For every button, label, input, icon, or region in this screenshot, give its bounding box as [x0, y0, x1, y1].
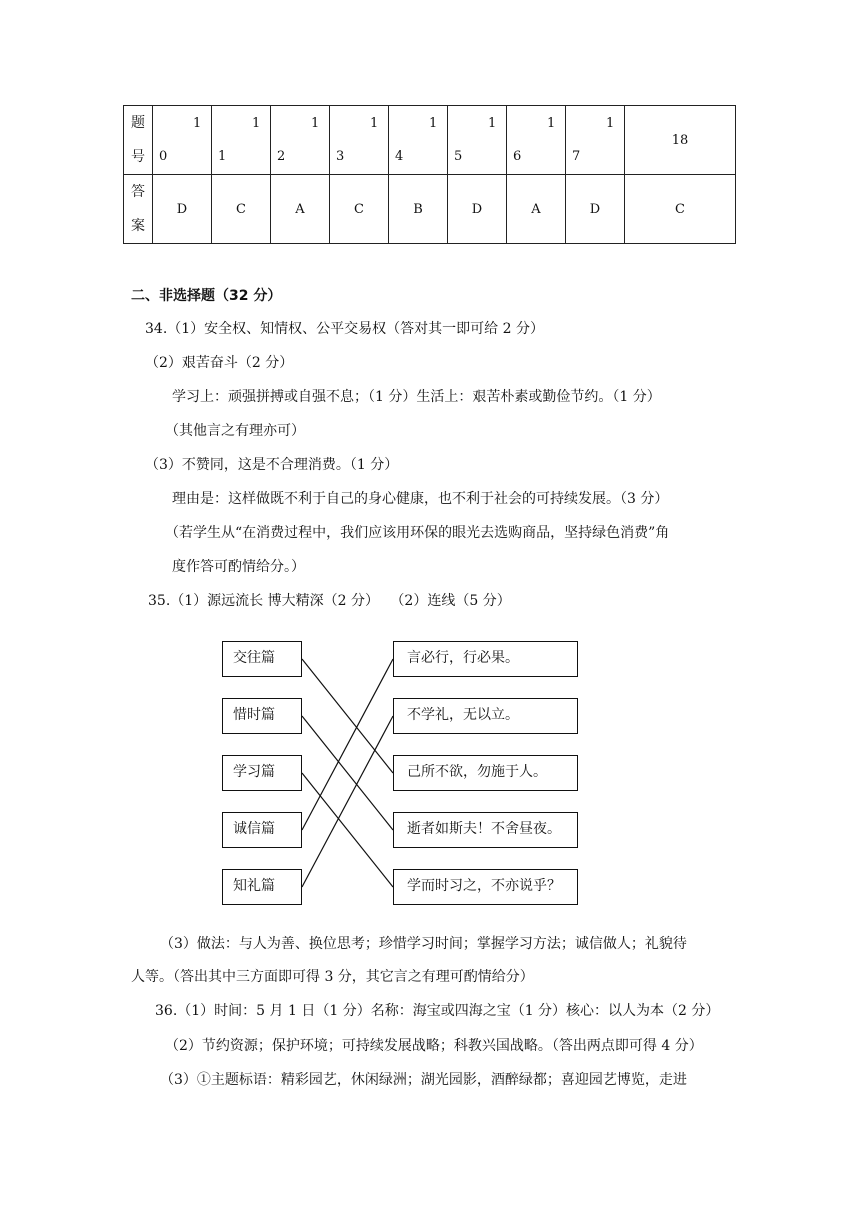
- left-box-jiaowang: 交往篇: [222, 641, 302, 677]
- answer-cell: C: [330, 175, 389, 244]
- answer-cell: D: [448, 175, 507, 244]
- answer-cell: D: [153, 175, 212, 244]
- header-char: 案: [131, 218, 145, 234]
- left-box-xishi: 惜时篇: [222, 698, 302, 734]
- match-line: [302, 716, 393, 830]
- match-line: [302, 716, 393, 887]
- answer-cell: A: [507, 175, 566, 244]
- q35-part1: 35.（1）源远流长 博大精深（2 分） （2）连线（5 分）: [148, 593, 511, 609]
- answer-cell: A: [271, 175, 330, 244]
- question-number-cell: 1 6: [507, 106, 566, 175]
- question-number-cell: 1 1: [212, 106, 271, 175]
- question-number-cell: 1 0: [153, 106, 212, 175]
- match-line: [302, 773, 393, 887]
- left-box-xuexi: 学习篇: [222, 755, 302, 791]
- right-box-quote-5: 学而时习之，不亦说乎？: [393, 869, 578, 905]
- question-number-cell: 1 3: [330, 106, 389, 175]
- match-line: [302, 659, 393, 773]
- q36-part3: （3）①主题标语：精彩园艺，休闲绿洲；湖光园影，酒醉绿都；喜迎园艺博览，走进: [160, 1072, 687, 1088]
- answer-cell: C: [212, 175, 271, 244]
- answer-cell: C: [625, 175, 736, 244]
- q34-part3: （3）不赞同，这是不合理消费。（1 分）: [145, 457, 399, 473]
- header-char: 答: [131, 184, 145, 200]
- question-number-cell: 1 7: [566, 106, 625, 175]
- question-number-cell: 18: [625, 106, 736, 175]
- right-box-quote-4: 逝者如斯夫！不舍昼夜。: [393, 812, 578, 848]
- left-box-chengxin: 诚信篇: [222, 812, 302, 848]
- q34-part3-reason: 理由是：这样做既不利于自己的身心健康，也不利于社会的可持续发展。（3 分）: [172, 491, 669, 507]
- q35-part3: （3）做法：与人为善、换位思考；珍惜学习时间；掌握学习方法；诚信做人；礼貌待: [160, 936, 687, 952]
- header-char: 号: [131, 149, 145, 165]
- section-title: 二、非选择题（32 分）: [131, 288, 282, 304]
- right-box-quote-3: 己所不欲，勿施于人。: [393, 755, 578, 791]
- answer-cell: B: [389, 175, 448, 244]
- question-number-cell: 1 5: [448, 106, 507, 175]
- answer-cell: D: [566, 175, 625, 244]
- q34-part2: （2）艰苦奋斗（2 分）: [145, 355, 294, 371]
- right-box-quote-2: 不学礼，无以立。: [393, 698, 578, 734]
- right-box-quote-1: 言必行，行必果。: [393, 641, 578, 677]
- q34-part3-note-cont: 度作答可酌情给分。）: [172, 559, 305, 575]
- q34-part2-note: （其他言之有理亦可）: [165, 423, 305, 439]
- q36-part1: 36.（1）时间：5 月 1 日（1 分）名称：海宝或四海之宝（1 分）核心：以人为本（2 分）: [155, 1003, 720, 1019]
- left-box-zhili: 知礼篇: [222, 869, 302, 905]
- match-line: [302, 659, 393, 830]
- q34-part3-note: （若学生从“在消费过程中，我们应该用环保的眼光去选购商品，坚持绿色消费”角: [165, 525, 670, 541]
- q34-part1: 34.（1）安全权、知情权、公平交易权（答对其一即可给 2 分）: [145, 321, 544, 337]
- q34-part2-detail: 学习上：顽强拼搏或自强不息；（1 分）生活上：艰苦朴素或勤俭节约。（1 分）: [172, 389, 661, 405]
- q36-part2: （2）节约资源；保护环境；可持续发展战略；科教兴国战略。（答出两点即可得 4 分）: [165, 1038, 703, 1054]
- header-char: 题: [131, 115, 145, 131]
- question-number-cell: 1 2: [271, 106, 330, 175]
- question-number-cell: 1 4: [389, 106, 448, 175]
- q35-part3-cont: 人等。（答出其中三方面即可得 3 分，其它言之有理可酌情给分）: [131, 969, 534, 985]
